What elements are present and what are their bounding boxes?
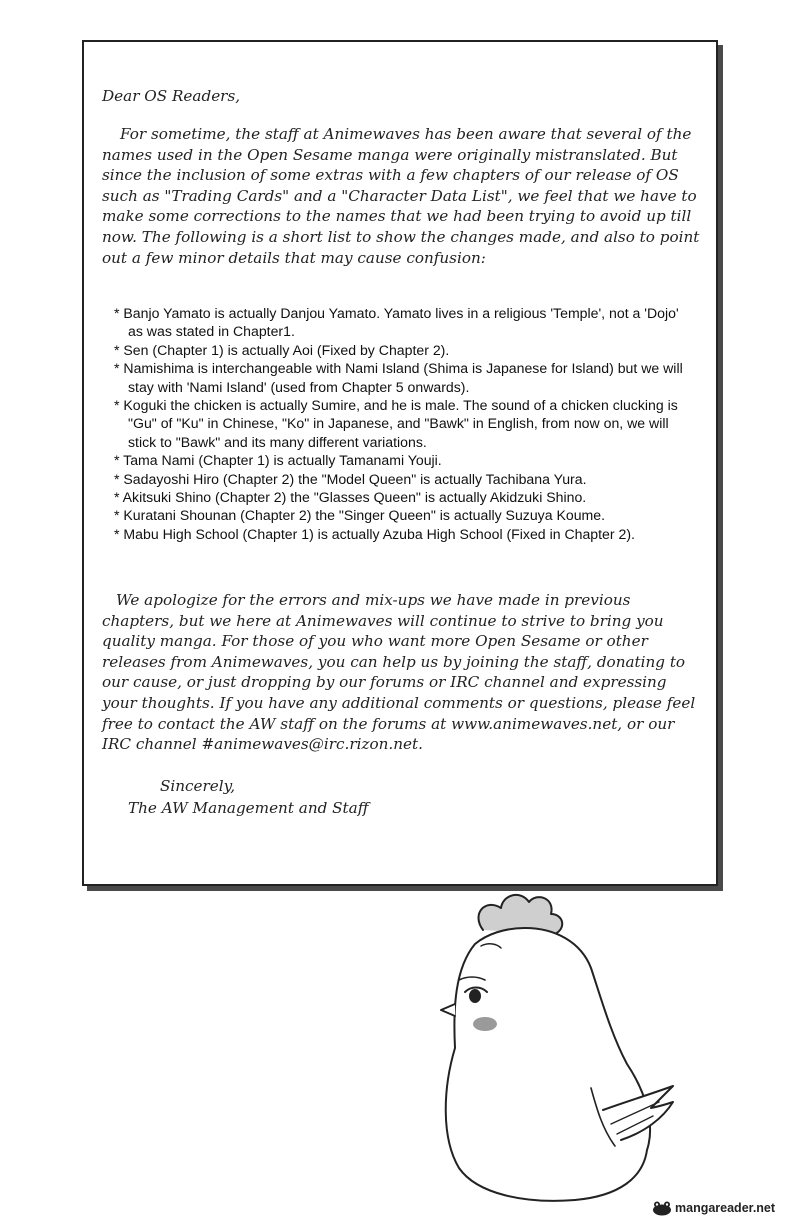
frog-icon <box>652 1200 672 1216</box>
letter-signoff-team: The AW Management and Staff <box>128 799 369 817</box>
corrections-list <box>114 304 694 543</box>
list-item: * Banjo Yamato is actually Danjou Yamato. Yamato lives in a religious 'Temple', not a 'Dojo' as was stated in Chapter1. <box>114 304 694 341</box>
letter-closing: We apologize for the errors and mix-ups we have made in previous chapters, but we here at Animewaves will continue to strive to bring you quality manga. For those of you who want more Open Sesame or other releases from Animewaves, you can help us by joining the staff, donating to our cause, or just dropping by our forums or IRC channel and expressing your thoughts. If you have any additional comments or questions, please feel free to contact the AW staff on the forums at www.animewaves.net, or our IRC channel #animewaves@irc.rizon.net. <box>102 591 696 754</box>
list-item: * Sen (Chapter 1) is actually Aoi (Fixed by Chapter 2). <box>114 341 694 359</box>
chicken-illustration <box>415 888 685 1208</box>
list-item: * Koguki the chicken is actually Sumire, and he is male. The sound of a chicken clucking is "Gu" of "Ku" in Chinese, "Ko" in Japanese, and "Bawk" in English, from now on, we will stick to "Bawk" and its many different variations. <box>114 396 694 451</box>
watermark <box>652 1200 775 1216</box>
list-item: * Mabu High School (Chapter 1) is actually Azuba High School (Fixed in Chapter 2). <box>114 525 694 543</box>
list-item: * Namishima is interchangeable with Nami Island (Shima is Japanese for Island) but we will stay with 'Nami Island' (used from Chapter 5 onwards). <box>114 359 694 396</box>
letter-signoff: Sincerely, <box>160 777 236 795</box>
letter-salutation: Dear OS Readers, <box>102 87 241 105</box>
list-item: * Kuratani Shounan (Chapter 2) the "Singer Queen" is actually Suzuya Koume. <box>114 506 694 524</box>
watermark-text: mangareader.net <box>675 1201 776 1215</box>
list-item: * Tama Nami (Chapter 1) is actually Tamanami Youji. <box>114 451 694 469</box>
list-item: * Akitsuki Shino (Chapter 2) the "Glasses Queen" is actually Akidzuki Shino. <box>114 488 694 506</box>
letter-intro: For sometime, the staff at Animewaves has been aware that several of the names used in the Open Sesame manga were originally mistranslated. But since the inclusion of some extras with a few chapters of our release of OS such as "Trading Cards" and a "Character Data List", we feel that we have to make some corrections to the names that we had been trying to avoid up till now. The following is a short list to show the changes made, and also to point out a few minor details that may cause confusion: <box>102 125 700 267</box>
letter-panel <box>82 40 718 886</box>
list-item: * Sadayoshi Hiro (Chapter 2) the "Model Queen" is actually Tachibana Yura. <box>114 470 694 488</box>
